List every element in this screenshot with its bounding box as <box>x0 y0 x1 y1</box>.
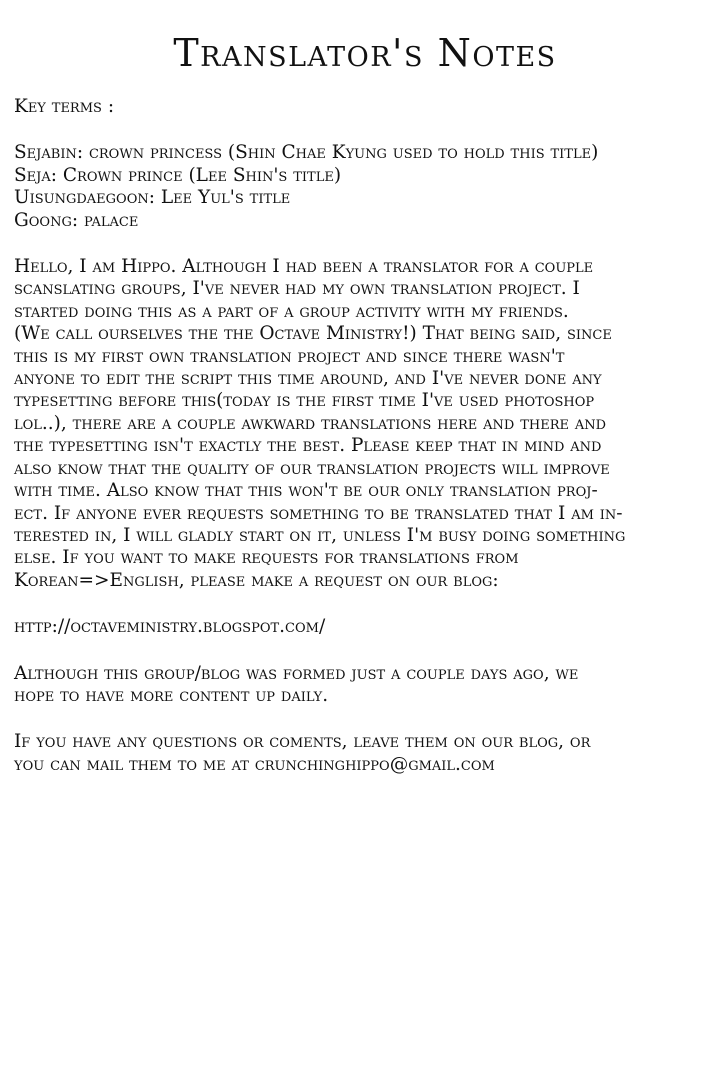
blog-url-section <box>14 616 716 638</box>
key-terms-list <box>14 142 716 232</box>
paragraph-line: (We call ourselves the the Octave Ministry!) That being said, since <box>14 323 612 345</box>
contact-paragraph <box>14 731 716 776</box>
paragraph-line: lol..), there are a couple awkward translations here and there and <box>14 412 607 434</box>
key-term-item: Goong: palace <box>14 209 139 231</box>
paragraph-line: else. If you want to make requests for translations from <box>14 547 519 569</box>
paragraph-line: Korean=>English, please make a request on our blog: <box>14 569 499 591</box>
paragraph-line: ect. If anyone ever requests something to be translated that I am in- <box>14 502 623 524</box>
paragraph-line: scanslating groups, I've never had my own translation project. I <box>14 278 580 300</box>
paragraph-line: also know that the quality of our translation projects will improve <box>14 457 610 479</box>
key-terms-section <box>14 96 716 118</box>
blog-url: http://octaveministry.blogspot.com/ <box>14 616 326 638</box>
paragraph-line: Although this group/blog was formed just a couple days ago, we <box>14 662 579 684</box>
paragraph-line: anyone to edit the script this time around, and I've never done any <box>14 368 602 390</box>
paragraph-line: the typesetting isn't exactly the best. Please keep that in mind and <box>14 435 602 457</box>
paragraph-line: this is my first own translation project and since there wasn't <box>14 345 565 367</box>
paragraph-line: with time. Also know that this won't be our only translation proj- <box>14 480 598 502</box>
paragraph-line: hope to have more content up daily. <box>14 684 329 706</box>
paragraph-line: typesetting before this(today is the first time I've used photoshop <box>14 390 595 412</box>
paragraph-line: you can mail them to me at crunchinghippo@gmail.com <box>14 753 495 775</box>
page-title: Translator's Notes <box>173 31 557 75</box>
key-term-item: Sejabin: crown princess (Shin Chae Kyung used to hold this title) <box>14 142 599 164</box>
key-term-item: Seja: Crown prince (Lee Shin's title) <box>14 164 342 186</box>
intro-paragraph <box>14 256 716 592</box>
key-term-item: Uisungdaegoon: Lee Yul's title <box>14 187 291 209</box>
group-paragraph <box>14 663 716 708</box>
paragraph-line: Hello, I am Hippo. Although I had been a translator for a couple <box>14 256 594 278</box>
paragraph-line: If you have any questions or coments, leave them on our blog, or <box>14 731 591 753</box>
key-terms-heading: Key terms : <box>14 96 115 117</box>
paragraph-line: terested in, I will gladly start on it, unless I'm busy doing something <box>14 524 626 546</box>
paragraph-line: started doing this as a part of a group activity with my friends. <box>14 300 569 322</box>
